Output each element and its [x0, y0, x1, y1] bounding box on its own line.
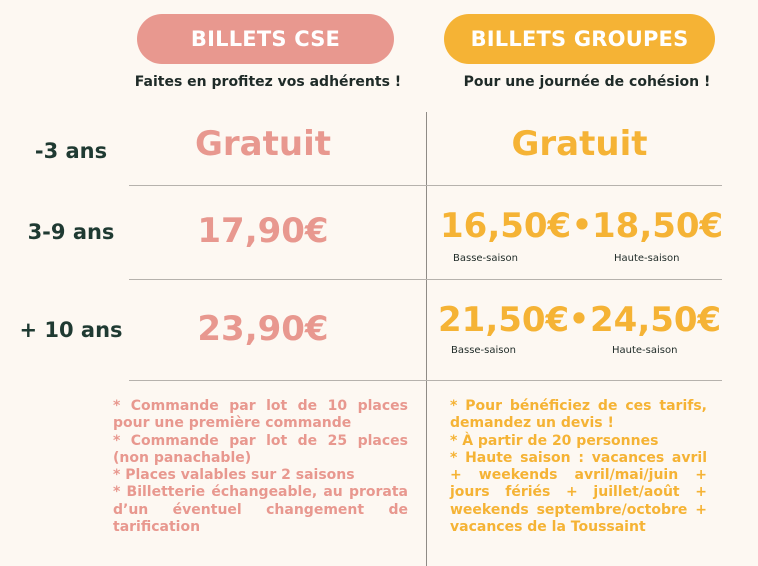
- price-separator: •: [571, 206, 593, 244]
- price-separator: •: [568, 300, 590, 338]
- row-divider-3: [129, 380, 722, 381]
- note-item: * Commande par lot de 10 places pour une première commande: [113, 398, 408, 432]
- groupes-price-under-3: Gratuit: [511, 124, 648, 164]
- note-item: * Billetterie échangeable, au prorata d’un éventuel changement de tarification: [113, 484, 408, 536]
- basse-saison-label: Basse-saison: [451, 345, 516, 356]
- age-10-plus: + 10 ans: [19, 318, 123, 342]
- groupes-price-3-9-high: 18,50€: [592, 206, 724, 246]
- groupes-price-3-9-low: 16,50€: [440, 206, 572, 246]
- row-divider-2: [129, 279, 722, 280]
- billets-groupes-label: BILLETS GROUPES: [470, 27, 689, 51]
- note-item: * Places valables sur 2 saisons: [113, 467, 355, 484]
- groupes-notes: [450, 398, 707, 536]
- cse-subtitle: Faites en profitez vos adhérents !: [134, 74, 402, 90]
- note-item: * À partir de 20 personnes: [450, 432, 659, 449]
- groupes-subtitle: Pour une journée de cohésion !: [463, 74, 711, 90]
- haute-saison-label: Haute-saison: [614, 253, 680, 264]
- basse-saison-label: Basse-saison: [453, 253, 518, 264]
- age-under-3: -3 ans: [34, 139, 108, 163]
- cse-price-under-3: Gratuit: [195, 124, 331, 164]
- cse-price-3-9: 17,90€: [197, 211, 329, 251]
- age-3-9: 3-9 ans: [27, 220, 115, 244]
- groupes-price-10-plus-low: 21,50€: [438, 300, 570, 340]
- note-item: * Haute saison : vacances avril + weekends avril/mai/juin + jours fériés + juillet/août + weekends septembre/octobre + vacances de la Toussaint: [450, 449, 707, 536]
- billets-groupes-badge: [444, 14, 715, 64]
- column-divider: [426, 112, 427, 566]
- haute-saison-label: Haute-saison: [612, 345, 678, 356]
- billets-cse-badge: [137, 14, 394, 64]
- cse-notes: [113, 398, 408, 536]
- groupes-price-10-plus-high: 24,50€: [590, 300, 722, 340]
- note-item: * Commande par lot de 25 places (non panachable): [113, 432, 408, 466]
- row-divider-1: [129, 185, 722, 186]
- cse-price-10-plus: 23,90€: [197, 309, 329, 349]
- billets-cse-label: BILLETS CSE: [190, 27, 341, 51]
- note-item: * Pour bénéficiez de ces tarifs, demandez un devis !: [450, 398, 707, 432]
